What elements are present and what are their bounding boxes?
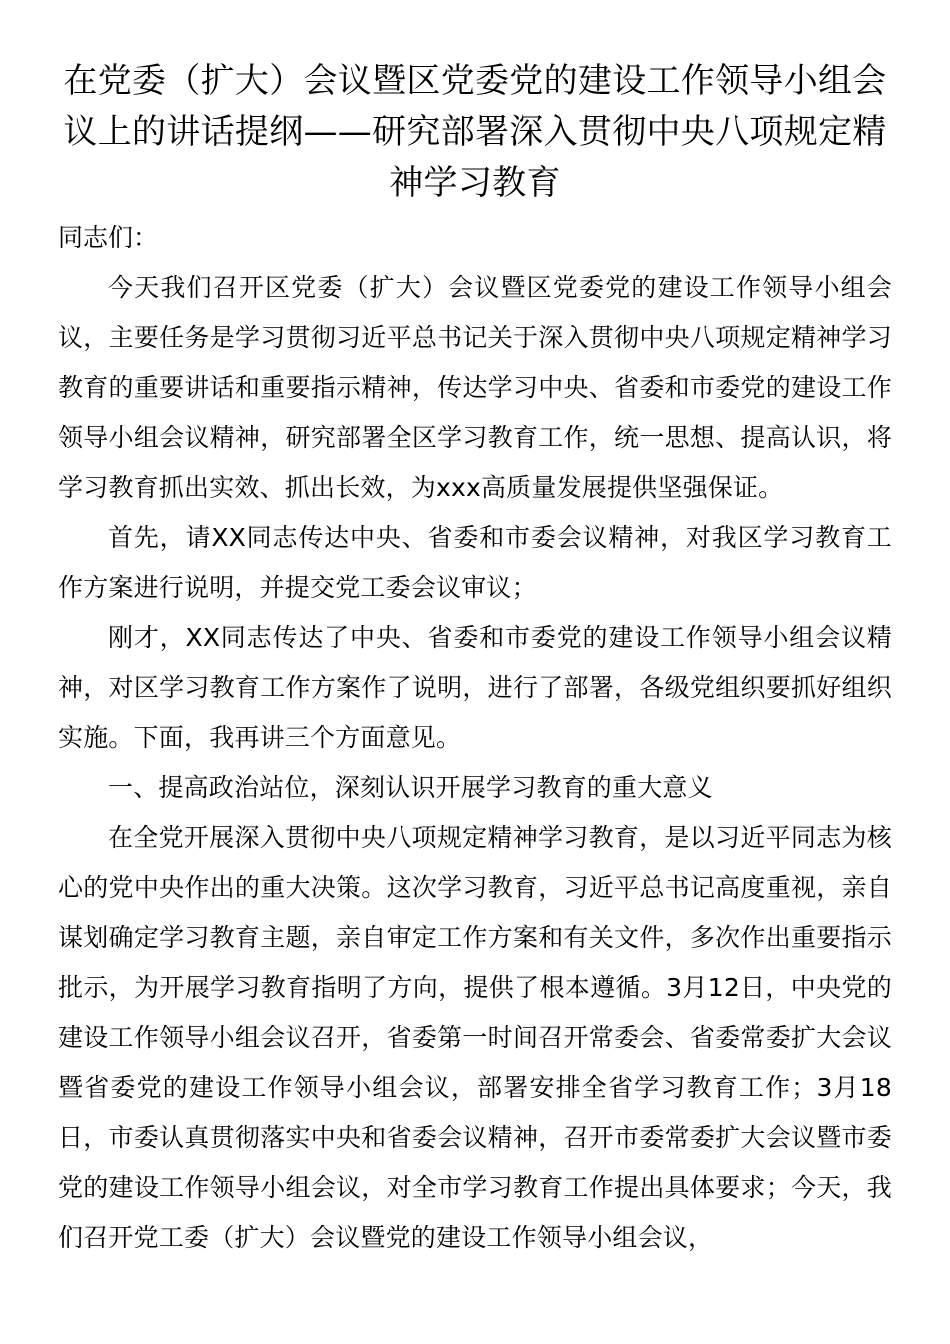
document-title: 在党委（扩大）会议暨区党委党的建设工作领导小组会议上的讲话提纲——研究部署深入贯彻中央八项规定精神学习教育 (63, 61, 887, 203)
salutation: 同志们： (58, 223, 159, 252)
paragraph-transition: 刚才，XX同志传达了中央、省委和市委党的建设工作领导小组会议精神，对区学习教育工作方案作了说明，进行了部署，各级党组织要抓好组织实施。下面，我再讲三个方面意见。 (58, 623, 892, 752)
paragraph-significance: 在全党开展深入贯彻中央八项规定精神学习教育，是以习近平同志为核心的党中央作出的重大决策。这次学习教育，习近平总书记高度重视，亲自谋划确定学习教育主题，亲自审定工作方案和有关文件，多次作出重要指示批示，为开展学习教育指明了方向，提供了根本遵循。3月12日，中央党的建设工作领导小组会议召开，省委第一时间召开常委会、省委常委扩大会议暨省委党的建设工作领导小组会议，部署安排全省学习教育工作；3月18日，市委认真贯彻落实中央和省委会议精神，召开市委常委扩大会议暨市委党的建设工作领导小组会议，对全市学习教育工作提出具体要求；今天，我们召开党工委（扩大）会议暨党的建设工作领导小组会议， (58, 823, 892, 1252)
paragraph-first-agenda: 首先，请XX同志传达中央、省委和市委会议精神，对我区学习教育工作方案进行说明，并提交党工委会议审议； (58, 523, 892, 602)
paragraph-opening: 今天我们召开区党委（扩大）会议暨区党委党的建设工作领导小组会议，主要任务是学习贯彻习近平总书记关于深入贯彻中央八项规定精神学习教育的重要讲话和重要指示精神，传达学习中央、省委和市委党的建设工作领导小组会议精神，研究部署全区学习教育工作，统一思想、提高认识，将学习教育抓出实效、抓出长效，为xxx高质量发展提供坚强保证。 (58, 273, 892, 502)
section-heading-one: 一、提高政治站位，深刻认识开展学习教育的重大意义 (108, 773, 713, 802)
